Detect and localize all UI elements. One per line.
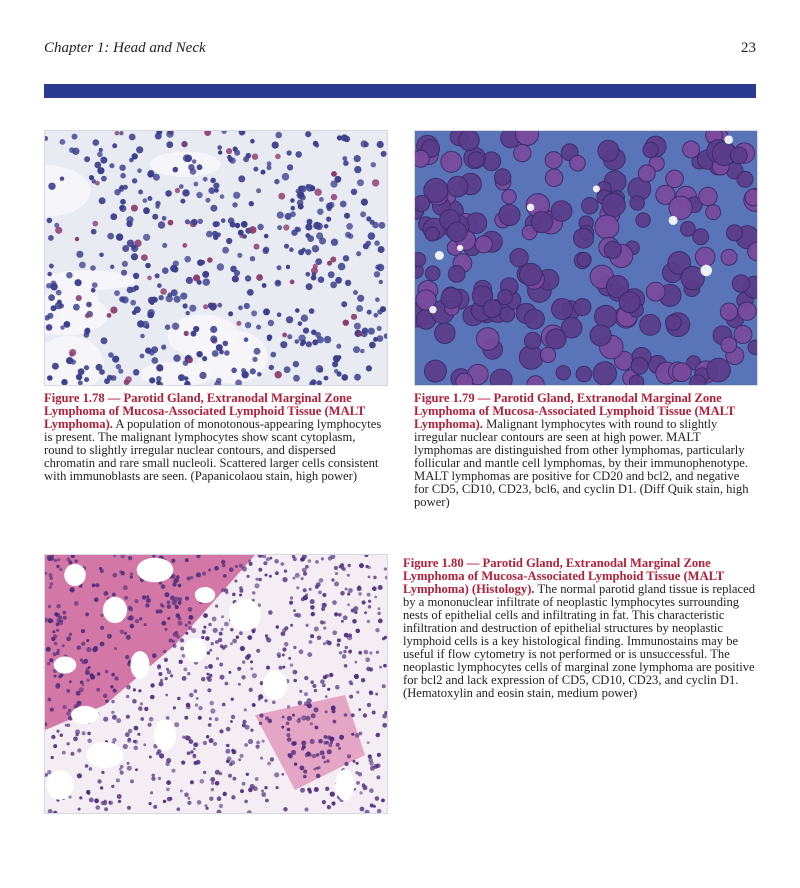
page-number: 23 — [741, 40, 756, 56]
diff-quik-micrograph — [415, 131, 757, 385]
figure-1-79-micrograph — [414, 130, 758, 386]
figure-1-78-micrograph — [44, 130, 388, 386]
figure-1-80-caption — [403, 557, 755, 700]
papanicolaou-micrograph — [45, 131, 387, 385]
figure-1-79-caption — [414, 392, 756, 509]
figure-description: A population of monotonous-appearing lymphocytes is present. The malignant lymphocytes show scant cytoplasm, round to slightly irregular nuclear contours, and dispersed chromatin and rare small nucleoli. Scattered larger cells consistent with immunoblasts are seen. (Papanicolaou stain, high power) — [44, 417, 382, 483]
figure-1-78-caption — [44, 392, 386, 483]
hematoxylin-eosin-micrograph — [45, 555, 387, 813]
figure-description: Malignant lymphocytes with round to slightly irregular nuclear contours are seen at high power. MALT lymphomas are distinguished from other lymphomas, particularly follicular and mantle cell lymphomas, by their immunophenotype. MALT lymphomas are positive for CD20 and bcl2, and negative for CD5, CD10, CD23, bcl6, and cyclin D1. (Diff Quik stain, high power) — [414, 417, 749, 509]
header-bar — [44, 84, 756, 98]
chapter-title: Chapter 1: Head and Neck — [44, 40, 206, 56]
figure-title: Figure 1.78 — Parotid Gland, Extranodal Marginal Zone Lymphoma of Mucosa-Associated Lymphoid Tissue (MALT Lymphoma). — [44, 391, 366, 431]
figure-title: Figure 1.79 — Parotid Gland, Extranodal Marginal Zone Lymphoma of Mucosa-Associated Lymphoid Tissue (MALT Lymphoma). — [414, 391, 736, 431]
figure-title: Figure 1.80 — Parotid Gland, Extranodal Marginal Zone Lymphoma of Mucosa-Associated Lymphoid Tissue (MALT Lymphoma) (Histology). — [403, 556, 725, 596]
figure-description: The normal parotid gland tissue is replaced by a mononuclear infiltrate of neoplastic lymphocytes surrounding nests of epithelial cells and infiltrating in fat. This characteristic infiltration and destruction of epithelial structures by neoplastic lymphoid cells is a key histological finding. Immunostains may be useful if flow cytometry is not performed or is unsuccessful. The neoplastic lymphocytes cells of marginal zone lymphoma are positive for bcl2 and lack expression of CD5, CD10, CD23, and cyclin D1. (Hematoxylin and eosin stain, medium power) — [403, 582, 755, 700]
figure-1-80-micrograph — [44, 554, 388, 814]
